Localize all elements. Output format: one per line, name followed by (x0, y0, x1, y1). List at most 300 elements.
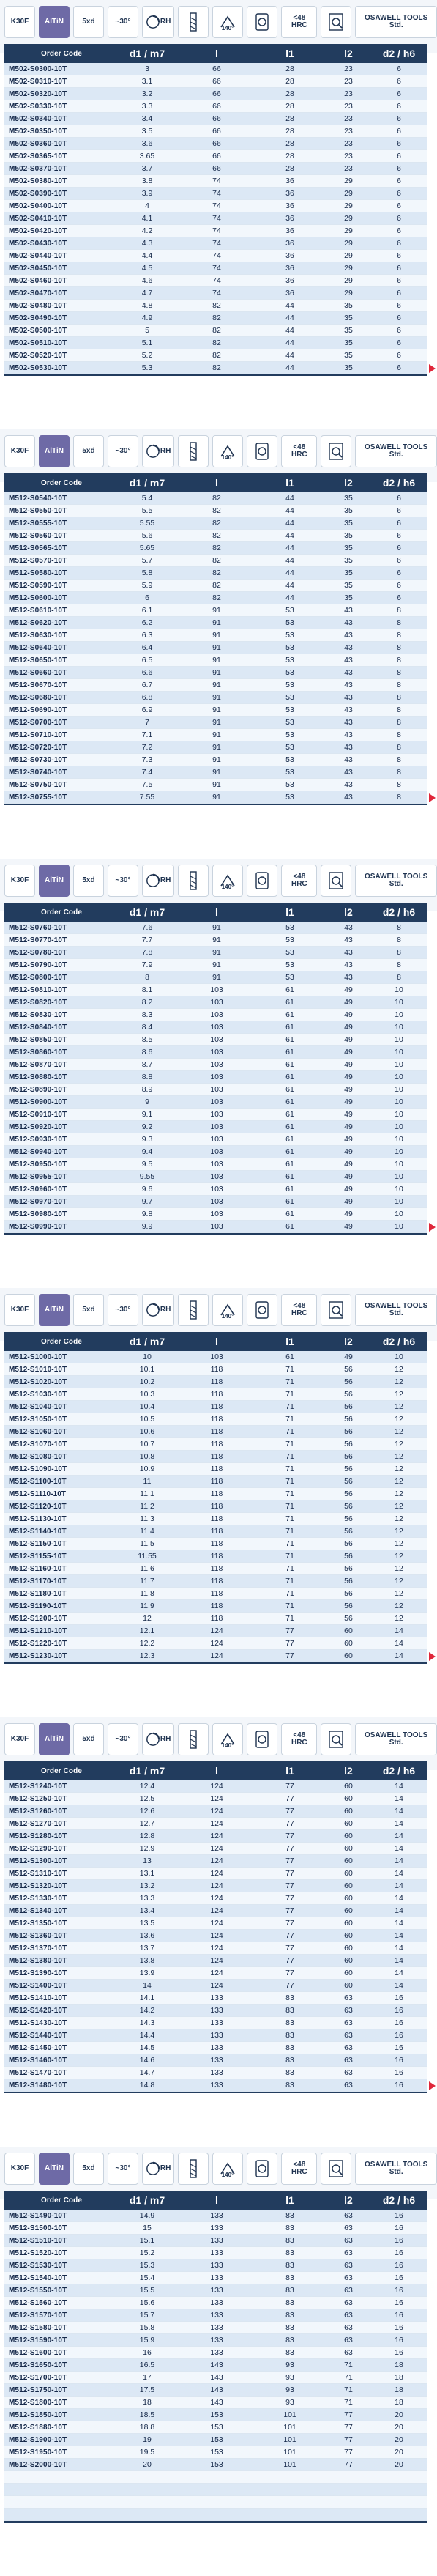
table-body (4, 492, 427, 804)
cell-l2: 60 (344, 1956, 353, 1965)
cell-order-code: M502-S0450-10T (9, 264, 67, 273)
cell-l: 103 (210, 1352, 223, 1361)
hardness-48-hrc-badge (281, 2153, 317, 2185)
table-row (4, 1942, 427, 1955)
table-section-6 (0, 2147, 437, 2576)
cell-d2: 16 (395, 2006, 403, 2015)
cell-l1: 71 (285, 1365, 294, 1374)
cell-d1: 6.3 (141, 631, 153, 640)
cell-l2: 35 (344, 338, 353, 347)
table-row (4, 1930, 427, 1942)
altin-coating-badge (39, 435, 70, 467)
header-code: Order Code (40, 2196, 82, 2205)
material-group-icon (321, 2153, 351, 2185)
cell-d2: 8 (397, 973, 401, 982)
cell-order-code: M512-S0910-10T (9, 1110, 67, 1119)
cell-order-code: M512-S1540-10T (9, 2273, 67, 2282)
cell-d1: 17 (143, 2373, 152, 2382)
table-row (4, 2446, 427, 2459)
cell-l2: 35 (344, 569, 353, 577)
cell-l: 91 (212, 631, 221, 640)
cell-l2: 29 (344, 289, 353, 297)
cell-l2: 43 (344, 961, 353, 969)
k30f-grade-badge (4, 865, 35, 897)
cell-order-code: M502-S0330-10T (9, 102, 67, 111)
cell-l2: 43 (344, 681, 353, 689)
cell-d1: 8.8 (141, 1073, 153, 1081)
hardness-48-hrc-badge (281, 865, 317, 897)
cell-d2: 14 (395, 1869, 403, 1878)
cell-d2: 10 (395, 1023, 403, 1032)
header-d1: d1 / m7 (129, 1765, 165, 1777)
cell-d2: 6 (397, 214, 401, 223)
cell-order-code: M512-S0950-10T (9, 1160, 67, 1169)
cell-d2: 6 (397, 239, 401, 248)
cell-l: 118 (210, 1602, 223, 1610)
cell-l2: 49 (344, 1010, 353, 1019)
cell-d1: 18 (143, 2398, 152, 2407)
cell-order-code: M512-S1330-10T (9, 1894, 67, 1903)
header-l1: l1 (285, 2194, 294, 2206)
cell-l1: 71 (285, 1552, 294, 1561)
cell-d2: 8 (397, 961, 401, 969)
cell-l2: 60 (344, 1639, 353, 1648)
cell-d2: 20 (395, 2435, 403, 2444)
cell-l: 133 (210, 2043, 223, 2052)
table-row (4, 492, 427, 505)
cell-d1: 3.1 (141, 77, 153, 86)
cell-order-code: M512-S1120-10T (9, 1502, 67, 1511)
cell-order-code: M512-S0580-10T (9, 569, 67, 577)
cell-l: 103 (210, 1073, 223, 1081)
cell-order-code: M512-S0900-10T (9, 1098, 67, 1106)
cell-l1: 77 (285, 1869, 294, 1878)
cell-l2: 43 (344, 948, 353, 957)
table-row (4, 75, 427, 88)
cell-d2: 12 (395, 1465, 403, 1473)
cell-d2: 8 (397, 681, 401, 689)
cell-d1: 14.6 (139, 2056, 155, 2065)
cell-d2: 6 (397, 89, 401, 98)
cell-l1: 83 (285, 2286, 294, 2295)
cell-l1: 61 (285, 1010, 294, 1019)
cell-d2: 10 (395, 1048, 403, 1056)
cell-l2: 77 (344, 2448, 353, 2457)
cell-l2: 60 (344, 1819, 353, 1828)
point-angle-140-badge (212, 6, 243, 38)
header-l2: l2 (344, 48, 353, 59)
cell-l2: 35 (344, 531, 353, 540)
shank-icon (247, 1723, 277, 1755)
header-l1: l1 (285, 1765, 294, 1777)
cell-order-code: M512-S1060-10T (9, 1427, 67, 1436)
cell-d2: 8 (397, 948, 401, 957)
cell-d2: 10 (395, 1060, 403, 1069)
cell-l: 66 (212, 102, 221, 111)
table-row (4, 1830, 427, 1843)
table-row (4, 237, 427, 250)
cell-l2: 56 (344, 1377, 353, 1386)
cell-l2: 35 (344, 326, 353, 335)
cell-order-code: M512-S1110-10T (9, 1489, 67, 1498)
table-row (4, 1196, 427, 1208)
tools-standard-badge (355, 865, 437, 897)
cell-l: 74 (212, 264, 221, 273)
table-row (4, 1426, 427, 1438)
cell-l1: 77 (285, 1956, 294, 1965)
table-row (4, 922, 427, 934)
cell-l: 82 (212, 314, 221, 322)
cell-l: 124 (210, 1807, 223, 1816)
cell-l: 124 (210, 1956, 223, 1965)
cell-order-code: M512-S0955-10T (9, 1172, 67, 1181)
cell-d1: 6.7 (141, 681, 153, 689)
cell-l1: 28 (285, 64, 294, 73)
cell-l1: 77 (285, 1626, 294, 1635)
cell-order-code: M512-S0600-10T (9, 593, 67, 602)
cell-d1: 9.3 (141, 1135, 153, 1144)
continue-arrow-icon (429, 1223, 436, 1232)
cell-d1: 5.9 (141, 581, 153, 590)
cell-l: 82 (212, 519, 221, 528)
cell-d1: 7.55 (139, 793, 155, 802)
table-row (4, 1917, 427, 1930)
cell-d1: 11.3 (140, 1514, 154, 1523)
cell-d2: 16 (395, 2236, 403, 2245)
helix-30-badge (108, 435, 138, 467)
cell-d2: 6 (397, 326, 401, 335)
cell-l1: 71 (285, 1564, 294, 1573)
cell-d1: 13.7 (139, 1944, 155, 1953)
header-l2: l2 (344, 1765, 353, 1777)
header-d1: d1 / m7 (129, 48, 165, 59)
cell-d2: 16 (395, 2081, 403, 2090)
header-l: l (215, 477, 218, 489)
cell-l2: 35 (344, 314, 353, 322)
cell-d2: 8 (397, 618, 401, 627)
cell-order-code: M512-S1040-10T (9, 1402, 67, 1411)
cell-d1: 8.4 (141, 1023, 153, 1032)
cell-order-code: M512-S1880-10T (9, 2423, 67, 2432)
cell-order-code: M512-S1450-10T (9, 2043, 67, 2052)
cell-d1: 13.2 (139, 1881, 155, 1890)
cell-l2: 56 (344, 1452, 353, 1461)
cell-d2: 16 (395, 2298, 403, 2307)
table-row (4, 212, 427, 225)
cell-l2: 23 (344, 64, 353, 73)
cell-l: 82 (212, 494, 221, 503)
helix-30-badge-label: ~30° (115, 1305, 131, 1314)
cell-d2: 12 (395, 1452, 403, 1461)
cell-l1: 83 (285, 2336, 294, 2344)
header-l2: l2 (344, 2194, 353, 2206)
internal-coolant-icon (178, 2153, 209, 2185)
5xd-length-badge-label: 5xd (82, 1305, 95, 1314)
table-row (4, 1376, 427, 1388)
cell-order-code: M512-S0750-10T (9, 780, 67, 789)
cell-order-code: M512-S0690-10T (9, 706, 67, 714)
cell-l2: 35 (344, 301, 353, 310)
cell-order-code: M512-S1700-10T (9, 2373, 67, 2382)
cell-l1: 93 (285, 2361, 294, 2369)
cell-l1: 77 (285, 1931, 294, 1940)
altin-coating-badge (39, 1294, 70, 1326)
header-d2: d2 / h6 (382, 2194, 416, 2206)
header-code: Order Code (40, 1337, 82, 1346)
table-row (4, 567, 427, 580)
cell-d1: 9.7 (141, 1197, 153, 1206)
header-l: l (215, 1765, 218, 1777)
cell-order-code: M512-S1410-10T (9, 1994, 67, 2002)
table-row (4, 1476, 427, 1488)
cell-order-code: M502-S0310-10T (9, 77, 67, 86)
cell-order-code: M512-S1600-10T (9, 2348, 67, 2357)
cell-d1: 10.6 (139, 1427, 155, 1436)
header-l1: l1 (285, 48, 294, 59)
header-l: l (215, 1336, 218, 1347)
cell-d2: 14 (395, 1844, 403, 1853)
k30f-grade-badge (4, 435, 35, 467)
cell-l1: 36 (285, 201, 294, 210)
continue-arrow-icon (429, 2081, 436, 2090)
table-row (4, 779, 427, 791)
hardness-48-hrc-badge (281, 1294, 317, 1326)
continue-arrow-icon (429, 1652, 436, 1661)
cell-l: 103 (210, 1135, 223, 1144)
point-angle-140-badge (212, 1294, 243, 1326)
cell-l1: 53 (285, 681, 294, 689)
cell-d2: 14 (395, 1794, 403, 1803)
cell-l1: 61 (285, 998, 294, 1007)
cell-d1: 14.7 (139, 2068, 155, 2077)
cell-l: 91 (212, 718, 221, 727)
cell-order-code: M512-S0710-10T (9, 730, 67, 739)
table-row (4, 1463, 427, 1476)
cell-order-code: M512-S1570-10T (9, 2311, 67, 2320)
table-row (4, 1855, 427, 1868)
table-row (4, 717, 427, 729)
cell-l2: 77 (344, 2460, 353, 2469)
cell-l2: 35 (344, 351, 353, 360)
cell-order-code: M512-S0660-10T (9, 668, 67, 677)
altin-coating-badge (39, 2153, 70, 2185)
cell-l: 103 (210, 1110, 223, 1119)
point-angle-140-badge (212, 865, 243, 897)
cell-d2: 12 (395, 1539, 403, 1548)
cell-l: 74 (212, 226, 221, 235)
cell-l2: 43 (344, 706, 353, 714)
cell-order-code: M502-S0410-10T (9, 214, 67, 223)
cell-order-code: M512-S0920-10T (9, 1122, 67, 1131)
cell-d2: 6 (397, 201, 401, 210)
cell-l1: 71 (285, 1477, 294, 1486)
cell-d1: 9.1 (141, 1110, 153, 1119)
table-row (4, 642, 427, 654)
table-row (4, 971, 427, 984)
rh-cutting-badge: RH (142, 6, 174, 38)
cell-l2: 63 (344, 2336, 353, 2344)
cell-l2: 63 (344, 2236, 353, 2245)
cell-l2: 35 (344, 544, 353, 552)
cell-d1: 15.9 (139, 2336, 155, 2344)
cell-d2: 6 (397, 102, 401, 111)
cell-d2: 6 (397, 189, 401, 198)
cell-l1: 28 (285, 102, 294, 111)
cell-d2: 6 (397, 264, 401, 273)
cell-d1: 12.2 (139, 1639, 155, 1648)
cell-l2: 60 (344, 1626, 353, 1635)
table-body (4, 922, 427, 1233)
cell-l1: 28 (285, 164, 294, 173)
cell-l1: 44 (285, 581, 294, 590)
table-row (4, 654, 427, 667)
cell-l1: 61 (285, 1172, 294, 1181)
table-row (4, 2272, 427, 2284)
cell-d2: 6 (397, 127, 401, 136)
cell-order-code: M512-S0940-10T (9, 1147, 67, 1156)
cell-d1: 14.9 (139, 2211, 155, 2220)
cell-l1: 53 (285, 668, 294, 677)
cell-d2: 12 (395, 1564, 403, 1573)
cell-d1: 5.3 (141, 363, 153, 372)
cell-d2: 10 (395, 1352, 403, 1361)
cell-d1: 10 (143, 1352, 152, 1361)
material-group-icon (321, 6, 351, 38)
cell-l2: 56 (344, 1502, 353, 1511)
cell-l: 124 (210, 1894, 223, 1903)
cell-d2: 6 (397, 64, 401, 73)
cell-order-code: M502-S0390-10T (9, 189, 67, 198)
cell-order-code: M502-S0370-10T (9, 164, 67, 173)
cell-l1: 77 (285, 1651, 294, 1660)
tools-standard-badge (355, 435, 437, 467)
cell-l2: 29 (344, 201, 353, 210)
cell-d1: 11 (143, 1477, 152, 1486)
cell-d1: 5.4 (141, 494, 153, 503)
cell-l2: 49 (344, 1122, 353, 1131)
cell-order-code: M512-S0830-10T (9, 1010, 67, 1019)
cell-l2: 35 (344, 363, 353, 372)
cell-order-code: M512-S0800-10T (9, 973, 67, 982)
cell-l: 91 (212, 973, 221, 982)
cell-l2: 63 (344, 2006, 353, 2015)
header-l1: l1 (285, 1336, 294, 1347)
table-row (4, 1793, 427, 1805)
cell-l1: 77 (285, 1794, 294, 1803)
cell-l2: 60 (344, 1857, 353, 1865)
cell-l: 133 (210, 2224, 223, 2232)
cell-d2: 16 (395, 2018, 403, 2027)
cell-l: 124 (210, 1832, 223, 1840)
cell-l2: 60 (344, 1881, 353, 1890)
cell-l2: 43 (344, 693, 353, 702)
cell-l2: 56 (344, 1489, 353, 1498)
5xd-length-badge (73, 2153, 104, 2185)
cell-d1: 6 (145, 593, 149, 602)
cell-d2: 10 (395, 1073, 403, 1081)
5xd-length-badge-label: 5xd (82, 1734, 95, 1743)
cell-d2: 14 (395, 1944, 403, 1953)
cell-d2: 14 (395, 1969, 403, 1977)
cell-l: 91 (212, 743, 221, 752)
cell-order-code: M512-S0780-10T (9, 948, 67, 957)
tools-standard-badge (355, 1294, 437, 1326)
cell-order-code: M512-S1370-10T (9, 1944, 67, 1953)
table-row (4, 1905, 427, 1917)
cell-order-code: M512-S1580-10T (9, 2323, 67, 2332)
section-divider (4, 2521, 427, 2523)
table-row (4, 200, 427, 212)
cell-l: 91 (212, 755, 221, 764)
section-divider (4, 2092, 427, 2093)
cell-l1: 53 (285, 780, 294, 789)
cell-d1: 13 (143, 1857, 152, 1865)
table-row (4, 947, 427, 959)
cell-d1: 15.8 (139, 2323, 155, 2332)
cell-l: 133 (210, 2249, 223, 2257)
hardness-48-hrc-badge (281, 6, 317, 38)
cell-l1: 44 (285, 301, 294, 310)
cell-l1: 53 (285, 923, 294, 932)
cell-order-code: M502-S0470-10T (9, 289, 67, 297)
k30f-grade-badge (4, 1723, 35, 1755)
cell-l2: 63 (344, 2031, 353, 2040)
cell-d1: 13.3 (139, 1894, 155, 1903)
table-row (4, 2067, 427, 2079)
cell-order-code: M512-S1350-10T (9, 1919, 67, 1928)
cell-d1: 4.3 (141, 239, 153, 248)
5xd-length-badge-label: 5xd (82, 446, 95, 455)
cell-l2: 43 (344, 973, 353, 982)
cell-l2: 49 (344, 1210, 353, 1218)
cell-order-code: M502-S0480-10T (9, 301, 67, 310)
cell-l1: 61 (285, 1222, 294, 1231)
header-d1: d1 / m7 (129, 906, 165, 918)
cell-d1: 20 (143, 2460, 152, 2469)
cell-d2: 14 (395, 1639, 403, 1648)
cell-l1: 28 (285, 114, 294, 123)
cell-d1: 18.8 (139, 2423, 155, 2432)
cell-l2: 23 (344, 139, 353, 148)
cell-l: 153 (210, 2423, 223, 2432)
cell-d2: 20 (395, 2423, 403, 2432)
cell-l1: 61 (285, 1160, 294, 1169)
cell-l2: 56 (344, 1477, 353, 1486)
cell-d2: 8 (397, 768, 401, 777)
cell-order-code: M512-S0980-10T (9, 1210, 67, 1218)
cell-order-code: M512-S1200-10T (9, 1614, 67, 1623)
altin-coating-badge (39, 1723, 70, 1755)
cell-d1: 5.5 (141, 506, 153, 515)
point-angle-140-badge (212, 435, 243, 467)
altin-coating-badge (39, 865, 70, 897)
cell-l: 103 (210, 1185, 223, 1193)
table-row (4, 517, 427, 530)
cell-d2: 6 (397, 164, 401, 173)
cell-l2: 49 (344, 1110, 353, 1119)
cell-d1: 8.5 (141, 1035, 153, 1044)
cell-l2: 43 (344, 656, 353, 665)
table-row (4, 592, 427, 604)
internal-coolant-icon (178, 435, 209, 467)
cell-l2: 63 (344, 2348, 353, 2357)
cell-order-code: M512-S1490-10T (9, 2211, 67, 2220)
cell-d1: 7.6 (141, 923, 153, 932)
cell-d2: 18 (395, 2361, 403, 2369)
cell-l2: 60 (344, 1919, 353, 1928)
cell-l2: 43 (344, 780, 353, 789)
cell-order-code: M512-S0640-10T (9, 643, 67, 652)
